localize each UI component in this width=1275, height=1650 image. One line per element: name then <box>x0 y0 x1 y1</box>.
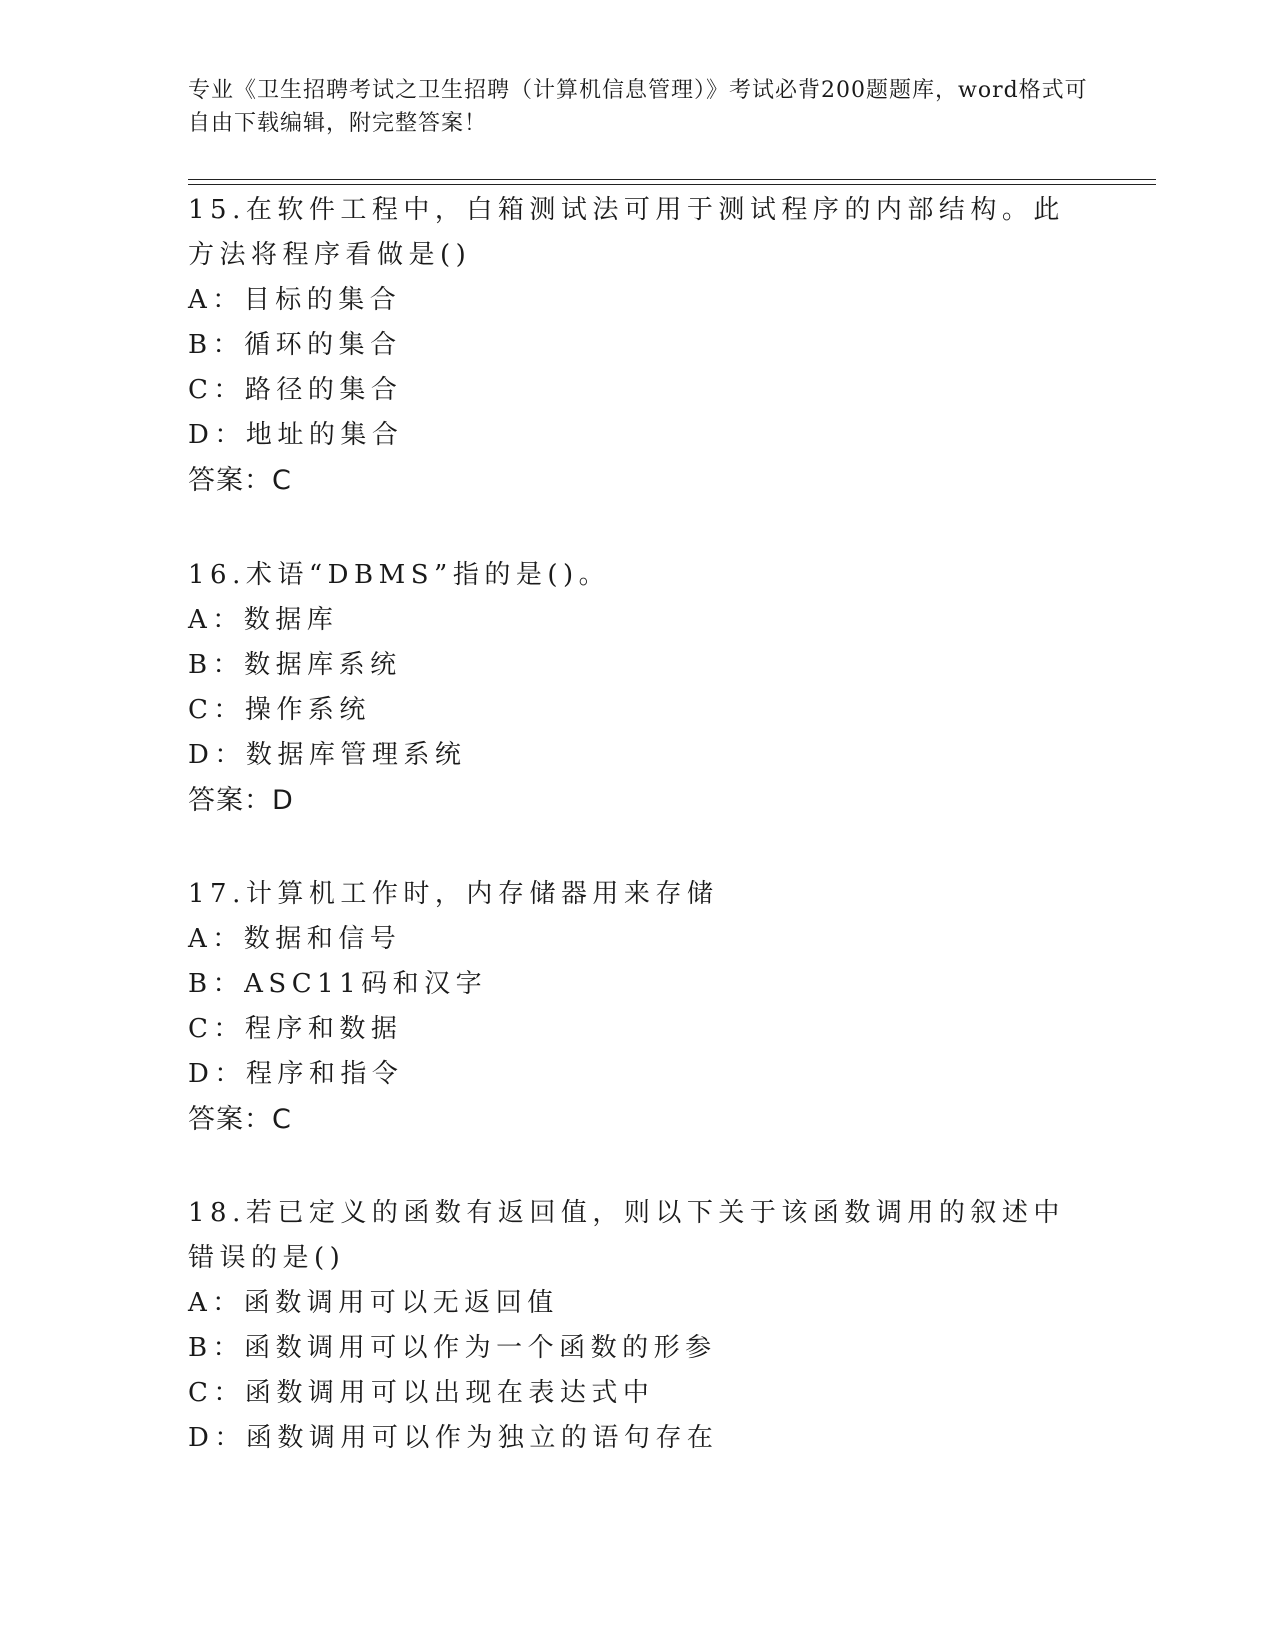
question-stem: 16.术语“DBMS”指的是()。 <box>188 560 611 590</box>
option-b: B：循环的集合 <box>188 330 402 360</box>
header-text: 专业《卫生招聘考试之卫生招聘（计算机信息管理）》考试必背200题题库，word格式可自由下载编辑，附完整答案！ <box>188 78 1088 136</box>
option-a: A：函数调用可以无返回值 <box>188 1288 559 1318</box>
option-a: A：数据和信号 <box>188 924 402 954</box>
question-stem: 18.若已定义的函数有返回值，则以下关于该函数调用的叙述中错误的是() <box>188 1198 1065 1273</box>
option-a: A：目标的集合 <box>188 285 402 315</box>
option-d: D：地址的集合 <box>188 420 404 450</box>
answer-line: 答案：D <box>188 785 294 816</box>
answer-line: 答案：C <box>188 465 292 496</box>
header-divider-bottom <box>188 184 1156 185</box>
question-stem: 17.计算机工作时，内存储器用来存储 <box>188 879 719 909</box>
option-d: D：程序和指令 <box>188 1059 404 1089</box>
header-divider-top <box>188 179 1156 180</box>
option-c: C：路径的集合 <box>188 375 403 405</box>
option-d: D：数据库管理系统 <box>188 740 467 770</box>
question-16 <box>188 553 1088 823</box>
option-c: C：函数调用可以出现在表达式中 <box>188 1378 655 1408</box>
option-a: A：数据库 <box>188 605 339 635</box>
answer-line: 答案：C <box>188 1104 292 1135</box>
option-c: C：程序和数据 <box>188 1014 403 1044</box>
question-17 <box>188 872 1088 1142</box>
option-b: B：数据库系统 <box>188 650 402 680</box>
question-stem: 15.在软件工程中，白箱测试法可用于测试程序的内部结构。此方法将程序看做是() <box>188 195 1065 270</box>
option-d: D：函数调用可以作为独立的语句存在 <box>188 1423 719 1453</box>
document-header <box>188 74 1088 140</box>
question-18 <box>188 1191 1088 1461</box>
option-b: B：函数调用可以作为一个函数的形参 <box>188 1333 717 1363</box>
option-b: B：ASC11码和汉字 <box>188 969 488 999</box>
question-15 <box>188 188 1088 503</box>
option-c: C：操作系统 <box>188 695 371 725</box>
